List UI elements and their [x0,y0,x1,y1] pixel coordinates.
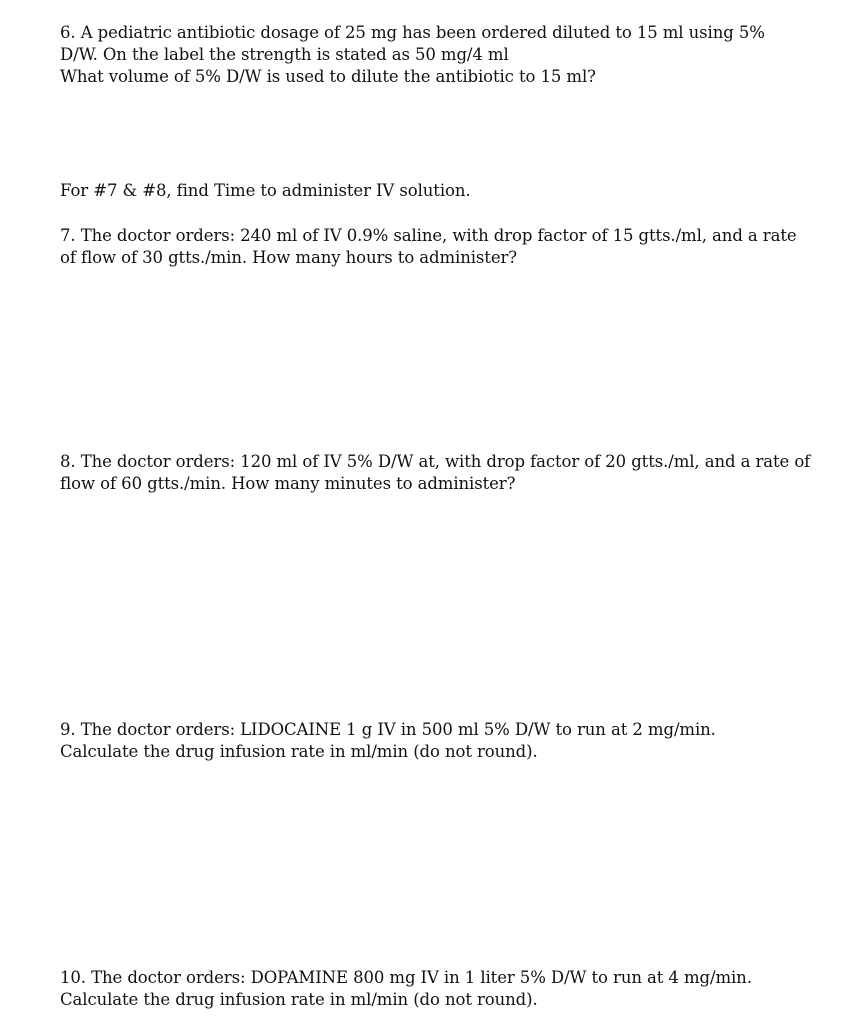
question-10 [60,967,820,1011]
question-9-line-1: 9. The doctor orders: LIDOCAINE 1 g IV in 500 ml 5% D/W to run at 2 mg/min. [60,720,716,739]
section-intro-text: For #7 & #8, find Time to administer IV solution. [60,181,471,200]
question-6 [60,22,820,88]
question-9-line-2: Calculate the drug infusion rate in ml/min (do not round). [60,742,538,761]
question-8-line-1: 8. The doctor orders: 120 ml of IV 5% D/W at, with drop factor of 20 gtts./ml, and a rate of [60,452,811,471]
question-8 [60,451,820,495]
question-7-line-1: 7. The doctor orders: 240 ml of IV 0.9% saline, with drop factor of 15 gtts./ml, and a rate [60,226,797,245]
question-6-line-2: D/W. On the label the strength is stated as 50 mg/4 ml [60,45,509,64]
question-10-line-2: Calculate the drug infusion rate in ml/min (do not round). [60,990,538,1009]
question-6-line-3: What volume of 5% D/W is used to dilute the antibiotic to 15 ml? [60,67,596,86]
question-6-line-1: 6. A pediatric antibiotic dosage of 25 mg has been ordered diluted to 15 ml using 5% [60,23,765,42]
section-intro-7-8 [60,180,820,202]
question-9 [60,719,820,763]
question-7 [60,225,820,269]
question-10-line-1: 10. The doctor orders: DOPAMINE 800 mg IV in 1 liter 5% D/W to run at 4 mg/min. [60,968,752,987]
question-8-line-2: flow of 60 gtts./min. How many minutes to administer? [60,474,516,493]
question-7-line-2: of flow of 30 gtts./min. How many hours to administer? [60,248,518,267]
